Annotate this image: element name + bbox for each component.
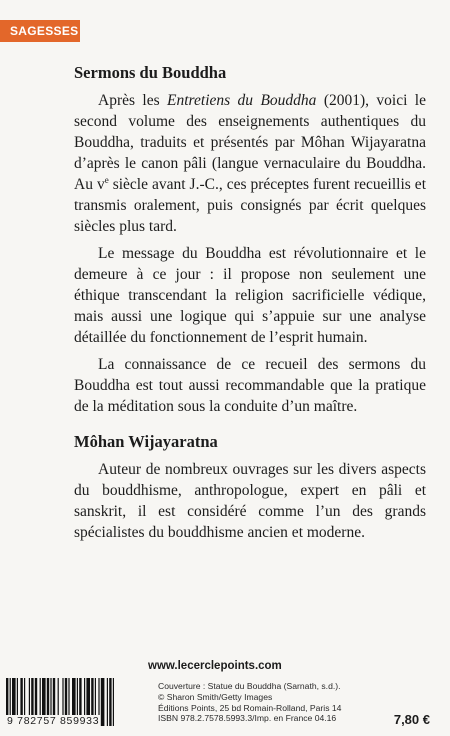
p1-part-d: siècle avant J.-C., ces préceptes furent recueillis et transmis oralement, puis consignés par écrit quelques siècles plus tard. bbox=[74, 176, 426, 235]
p1-part-c: (2001), voici le second volume des enseignements authentiques du Bouddha, traduits et présentés par Môhan Wijayaratna d’après le canon pâli (langue vernaculaire du Bouddha. Au v bbox=[74, 92, 426, 193]
credit-line: Couverture : Statue du Bouddha (Sarnath, s.d.). bbox=[158, 681, 341, 691]
credit-line: Éditions Points, 25 bd Romain-Rolland, Paris 14 bbox=[158, 702, 342, 713]
author-bio: Auteur de nombreux ouvrages sur les divers aspects du bouddhisme, anthropologue, expert en pâli et sanskrit, il est considéré comme l’un des grands spécialistes du bouddhisme ancien et moderne. bbox=[74, 461, 426, 541]
previous-book-title: Entretiens du Bouddha bbox=[167, 92, 317, 109]
p1-part-a: Après les bbox=[98, 92, 168, 109]
credit-line: © Sharon Smith/Getty Images bbox=[158, 691, 273, 702]
credit-line: ISBN 978.2.7578.5993.3/Imp. en France 04.16 bbox=[158, 713, 337, 724]
publisher-website[interactable]: www.lecerclepoints.com bbox=[148, 660, 282, 672]
barcode-number: 9 782757 859933 bbox=[7, 715, 100, 727]
book-title: Sermons du Bouddha bbox=[74, 63, 227, 82]
cover-credits bbox=[158, 681, 373, 724]
price: 7,80 € bbox=[393, 712, 430, 727]
collection-badge-label: SAGESSES bbox=[10, 24, 79, 38]
collection-badge bbox=[0, 20, 80, 42]
description-paragraph-2: Le message du Bouddha est révolutionnaire et le demeure à ce jour : il propose non seulement une éthique transcendant la religion sacrificielle védique, mais aussi une logique qui s’appuie sur une analyse détaillée du fonctionnement de l’esprit humain. bbox=[74, 245, 426, 346]
century-superscript: e bbox=[104, 174, 109, 185]
back-cover-text bbox=[74, 62, 426, 549]
description-paragraph-1 bbox=[74, 90, 426, 237]
description-paragraph-3: La connaissance de ce recueil des sermons du Bouddha est tout aussi recommandable que la pratique de la méditation sous la conduite d’un maître. bbox=[74, 356, 426, 415]
author-name: Môhan Wijayaratna bbox=[74, 432, 218, 451]
